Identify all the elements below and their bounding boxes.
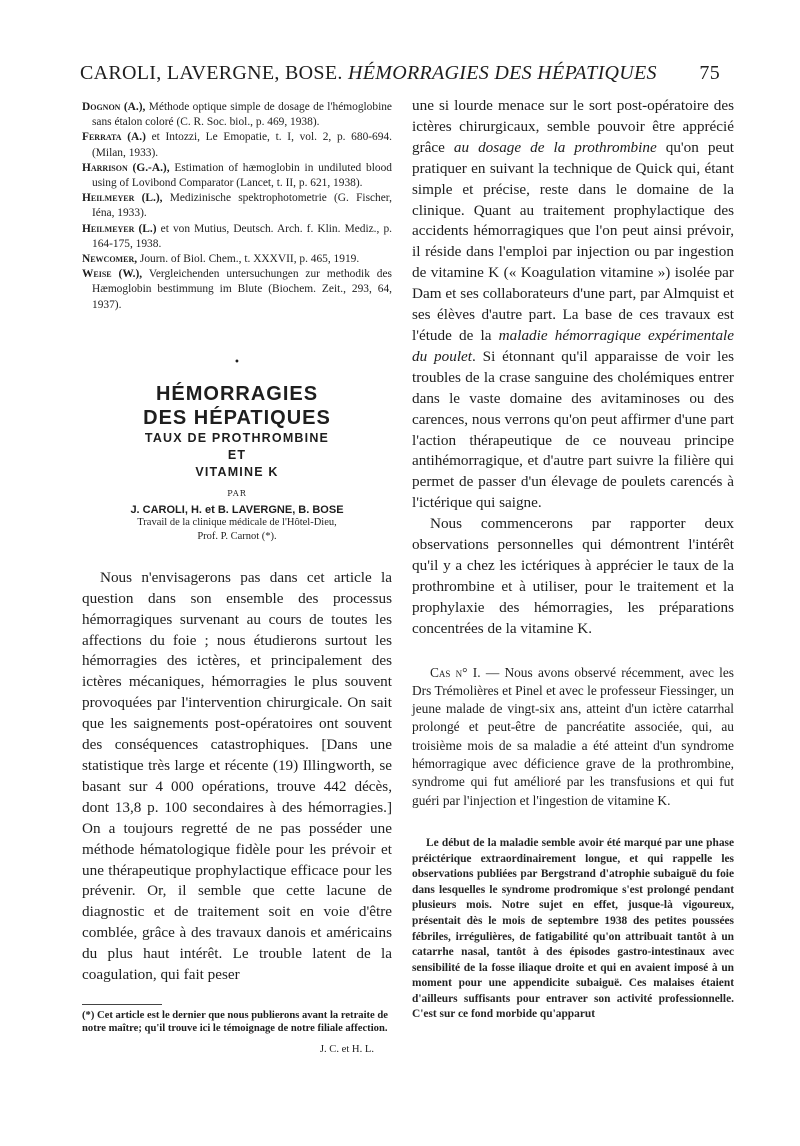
article-title-line2: DES HÉPATIQUES [143, 406, 331, 429]
case-paragraph: Cas n° I. — Nous avons observé récemment, avec les Drs Trémolières et Pinel et avec le professeur Fiessinger, un jeune malade de vingt-six ans, atteint d'un ictère catarrhal prolongé et peut-être de pancréatite associée, qui, au troisième mois de sa maladie a été atteint d'un syndrome hémorragique avec déficience grave de la prothrombine, syndrome qui fut amélioré par les transfusions et qui fut guéri par l'injection et l'ingestion de vitamine K. [412, 664, 734, 808]
reference-item: Weise (W.), Vergleichenden untersuchungen zur methodik des Hæmoglobin bestimmung im Blute (Biochem. Zeit., 293, 64, 1937). [82, 268, 392, 311]
byline-par: PAR [227, 488, 247, 498]
reference-item: Heilmeyer (L.), Medizinische spektrophotometrie (G. Fischer, Iéna, 1933). [82, 192, 392, 220]
running-head [80, 62, 720, 88]
reference-item: Ferrata (A.) et Intozzi, Le Emopatie, t. I, vol. 2, p. 680-694. (Milan, 1933). [82, 131, 392, 159]
case-label: Cas n° I. [430, 664, 481, 680]
emphasis-maladie: maladie hémorragique expérimentale du poulet [412, 326, 734, 365]
reference-item: Heilmeyer (L.) et von Mutius, Deutsch. Arch. f. Klin. Mediz., p. 164-175, 1938. [82, 222, 392, 250]
footnote-divider [82, 1004, 162, 1005]
left-column [82, 100, 392, 1055]
emphasis-prothrombine: au dosage de la prothrombine [453, 138, 657, 156]
reference-item: Newcomer, Journ. of Biol. Chem., t. XXXVII, p. 465, 1919. [82, 253, 360, 266]
running-head-authors: CAROLI, LAVERGNE, BOSE. [80, 62, 343, 84]
second-paragraph: Nous commencerons par rapporter deux observations personnelles qui démontrent l'intérêt qu'il y a chez les ictériques à apprécier le taux de la prothrombine et à utiliser, pour le traitement et la prophylaxie des hémorragies, les préparations concentrées de la vitamine K. [412, 515, 734, 637]
article-subtitle-vitamine: VITAMINE K [195, 464, 279, 479]
running-head-title: HÉMORRAGIES DES HÉPATIQUES [348, 62, 657, 84]
article-subtitle-et: ET [227, 447, 247, 462]
footnote: (*) Cet article est le dernier que nous publierons avant la retraite de notre maître; qu'il trouve ici le témoignage de notre filiale affection. [82, 1009, 389, 1035]
article-authors: J. CAROLI, H. et B. LAVERGNE, B. BOSE [130, 503, 344, 516]
reference-item: Dognon (A.), Méthode optique simple de dosage de l'hémoglobine sans étalon coloré (C. R. Soc. biol., p. 469, 1938). [82, 101, 392, 129]
continued-paragraph: une si lourde menace sur le sort post-opératoire des ictères chirurgicaux, semble pouvoir être apprécié grâce au dosage de la prothrombine qu'on peut pratiquer en suivant la technique de Quick qui, étant simple et précise, reste dans le domaine de la clinique. Quant au traitement prophylactique des accidents hémorragiques que l'on peut ainsi prévoir, il réside dans l'emploi par injection ou par ingestion de vitamine K (« Koagulation vitamine ») isolée par Dam et ses collaborateurs d'une part, par Almquist et ses élèves d'autre part. La base de ces travaux est l'étude de la maladie hémorragique expérimentale du poulet. Si étonnant qu'il apparaisse de voir les troubles de la crase sanguine des cholémiques entrer dans le vaste domaine des avitaminoses ou des carences, nous verrons qu'on peut affirmer d'une part l'action thérapeutique de ce nouveau principe antihémorragique, et d'autre part suivre la filière qui permet de passer d'un élevage de poulets carencés à l'ictérique qui saigne. [412, 97, 735, 512]
reference-item: Harrison (G.-A.), Estimation of hæmoglobin in undiluted blood using of Lovibond Comparator (Lancet, t. II, p. 621, 1938). [82, 161, 392, 190]
page-number: 75 [699, 62, 720, 84]
article-title: HÉMORRAGIES [155, 382, 319, 405]
section-separator: • [234, 356, 240, 368]
reference-list [82, 100, 392, 313]
right-column [412, 96, 734, 1023]
affiliation: Travail de la clinique médicale de l'Hôtel-Dieu, [137, 516, 337, 528]
intro-paragraph: Nous n'envisagerons pas dans cet article la question dans son ensemble des processus hémorragiques survenant au cours de toutes les affections du foie ; nous étudierons surtout les hémorragies des ictères, et principalement des ictères mécaniques, hémorragies le plus souvent provoquées par l'intervention chirurgicale. On sait que les saignements post-opératoires ont souvent des conséquences catastrophiques. [Dans une statistique très large et récente (19) Illingworth, se basant sur 4 000 opérations, trouve 442 décès, dont 13,8 p. 100 secondaires à des hémorragies.] On a toujours regretté de ne pas posséder une méthode hématologique fidèle pour les prévoir et une thérapeutique prophylactique efficace pour les prévenir. Or, il semble que cette lacune de diagnostic et de traitement soit en voie d'être comblée, grâce à des travaux danois et américains du plus haut intérêt. Le trouble latent de la coagulation, qui fait peser [82, 568, 392, 984]
footnote-signature: J. C. et H. L. [319, 1043, 374, 1055]
affiliation-professor: Prof. P. Carnot (*). [197, 530, 277, 542]
case-detail-paragraph: Le début de la maladie semble avoir été marqué par une phase préictérique extraordinairement longue, et qui rappelle les observations publiées par Bergstrand d'atrophie subaiguë du foie dans lesquelles le syndrome prodromique s'est prolongé pendant plusieurs mois. Notre sujet en effet, jusque-là vigoureux, présentait dès le mois de septembre 1938 des petites poussées fébriles, irrégulières, de fatigabilité qu'on attribuait tantôt à un catarrhe nasal, tantôt à des épisodes gastro-intestinaux avec sensibilité de la fosse iliaque droite et qui en avaient imposé à un moment pour une appendicite subaiguë. Ces malaises étaient d'ailleurs suffisants pour entraver son activité professionnelle. C'est sur ce fond morbide qu'apparut [412, 836, 734, 1021]
article-subtitle: TAUX DE PROTHROMBINE [144, 430, 330, 445]
